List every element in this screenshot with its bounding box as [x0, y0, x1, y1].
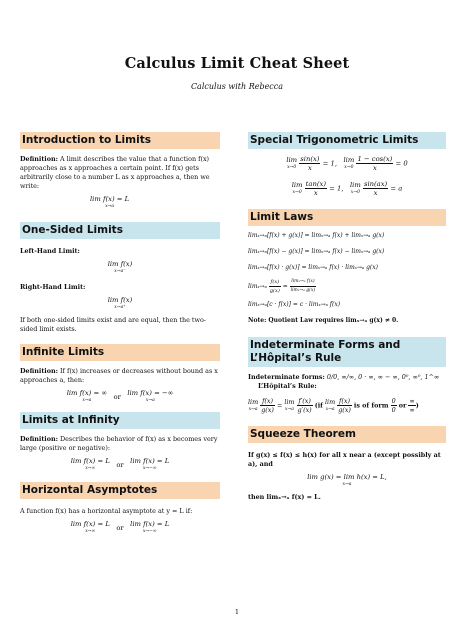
section-lhopital-title: Indeterminate Forms and L’Hôpital’s Rule — [248, 337, 446, 367]
laws-note: Note: Quotient Law requires limₓ→ₐ g(x) ≠ 0. — [248, 317, 399, 324]
section-at-infinity-title: Limits at Infinity — [20, 412, 220, 429]
law-constant: limₓ→ₐ[c · f(x)] = c · limₓ→ₐ f(x) — [248, 301, 341, 308]
left-hand-equation: lim f(x) x→a⁻ — [107, 260, 133, 274]
right-hand-equation: lim f(x) x→a⁺ — [107, 296, 133, 310]
at-infinity-equation: lim f(x) = L x→∞ or lim f(x) = L x→−∞ — [70, 457, 170, 471]
infinite-def: Definition: If f(x) increases or decreases without bound as x approaches a, then: — [20, 367, 218, 384]
left-column — [20, 132, 220, 540]
right-hand-label: Right-Hand Limit: — [20, 283, 86, 291]
section-squeeze-title: Squeeze Theorem — [248, 426, 446, 443]
squeeze-condition: If g(x) ≤ f(x) ≤ h(x) for all x near a (except possibly at a), and — [248, 451, 441, 468]
section-horizontal-title: Horizontal Asymptotes — [20, 482, 220, 499]
section-laws-title: Limit Laws — [248, 209, 446, 226]
right-column — [248, 132, 446, 502]
one-sided-note: If both one-sided limits exist and are equal, then the two-sided limit exists. — [20, 316, 206, 333]
lhopital-equation: lim x→a $\frac{f(x)}{g(x)}$ = lim x→a $\frac{f'(x)}{g'(x)}$ (if lim x→a $\frac{f(x)}{g(x)}$ is of form $\frac{0}{0}$ or $\frac{\infty}{\infty}$ ) — [248, 397, 419, 414]
at-infinity-def: Definition: Describes the behavior of f(x) as x becomes very large (positive or negative): — [20, 435, 218, 452]
horizontal-text: A function f(x) has a horizontal asymptote at y = L if: — [20, 507, 193, 515]
indeterminate-forms: Indeterminate forms: 0/0, ∞/∞, 0 · ∞, ∞ − ∞, 0⁰, ∞⁰, 1^∞ — [248, 373, 440, 381]
intro-equation — [90, 196, 220, 210]
limit-laws-list — [248, 232, 446, 325]
intro-eq-sub: x→a — [105, 204, 115, 209]
section-infinite-title: Infinite Limits — [20, 344, 220, 361]
squeeze-equation: lim g(x) = lim h(x) = L, x→a — [307, 473, 387, 487]
document-title: Calculus Limit Cheat Sheet — [124, 55, 350, 72]
intro-eq: lim f(x) = L — [90, 195, 130, 203]
page-number: 1 — [234, 608, 240, 616]
squeeze-conclusion: then limₓ→ₐ f(x) = L. — [248, 493, 321, 501]
lhopital-rule-label: L’Hôpital’s Rule: — [258, 382, 317, 390]
law-quotient: limₓ→ₐ $\frac{f(x)}{g(x)}$ = $\frac{\text{limₓ→ₐ f(x)}}{\text{limₓ→ₐ g(x)}}$ — [248, 279, 316, 294]
section-intro-body — [20, 155, 220, 191]
horizontal-equation: lim f(x) = L x→∞ or lim f(x) = L x→−∞ — [70, 520, 170, 534]
law-sum: limₓ→ₐ[f(x) + g(x)] = limₓ→ₐ f(x) + limₓ→ₐ g(x) — [248, 232, 385, 239]
law-difference: limₓ→ₐ[f(x) − g(x)] = limₓ→ₐ f(x) − limₓ→ₐ g(x) — [248, 248, 385, 255]
intro-def-label: Definition: — [20, 155, 58, 163]
left-hand-label: Left-Hand Limit: — [20, 247, 80, 255]
law-product: limₓ→ₐ[f(x) · g(x)] = limₓ→ₐ f(x) · limₓ→ₐ g(x) — [248, 264, 378, 271]
section-trig-title: Special Trigonometric Limits — [248, 132, 446, 149]
infinite-equation: lim f(x) = ∞ x→a or lim f(x) = −∞ x→a — [66, 389, 174, 403]
document-subtitle: Calculus with Rebecca — [190, 82, 284, 91]
section-intro-title: Introduction to Limits — [20, 132, 220, 149]
section-one-sided-title: One-Sided Limits — [20, 222, 220, 239]
intro-def-text: A limit describes the value that a function f(x) approaches as x approaches a certain point. If f(x) gets arbitrarily close to a number L as x approaches a, then we write: — [20, 155, 210, 190]
trig-row-2: lim x→0 $\frac{\tan(x)}{x}$ = 1, lim x→0 $\frac{\sin(ax)}{x}$ = a — [291, 180, 403, 197]
trig-row-1: lim x→0 $\frac{\sin(x)}{x}$ = 1, lim x→0 $\frac{1 - \cos(x)}{x}$ = 0 — [286, 155, 408, 172]
